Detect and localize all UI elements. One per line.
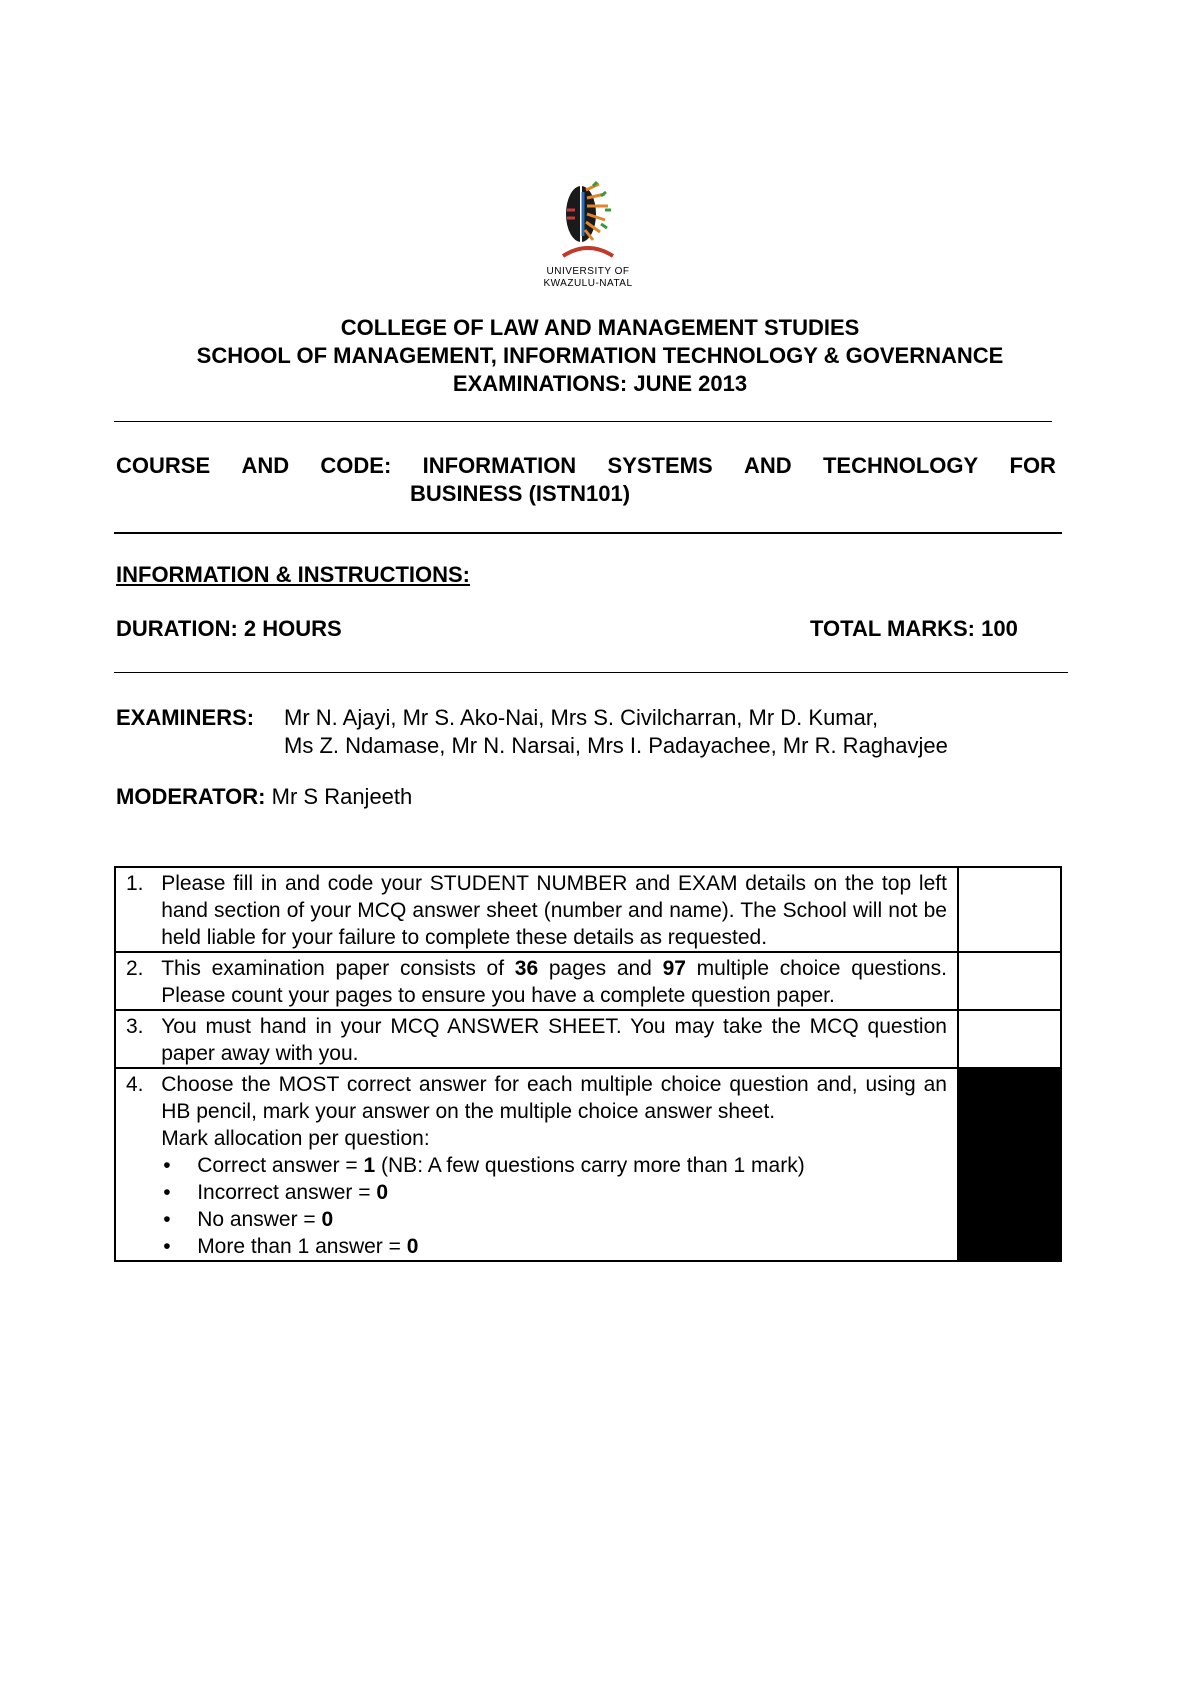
instruction-text: You must hand in your MCQ ANSWER SHEET. You may take the MCQ question paper away with you. [155,1010,958,1068]
instruction-row [115,1010,1061,1068]
course-word: AND [241,453,290,478]
instruction-mark-cell-filled [958,1068,1061,1261]
ukzn-shield-icon [553,180,623,266]
total-marks: TOTAL MARKS: 100 [810,616,1018,641]
exam-session: EXAMINATIONS: JUNE 2013 [452,371,748,396]
instruction-number: 3. [115,1010,155,1068]
instruction-mark-cell [958,867,1061,952]
instruction-text: Choose the MOST correct answer for each multiple choice question and, using an HB pencil, mark your answer on the multiple choice answer sheet. Mark allocation per question: • Correct answer = 1 (NB: A few questions carry more than 1 mark) • Incorrect answer = 0 • No answer = 0 • More than 1 answer = 0 [155,1068,958,1261]
moderator-name: Mr S Ranjeeth [271,784,413,809]
logo-caption-line1: UNIVERSITY OF [546,266,630,277]
mark-allocation-list [161,1152,947,1260]
examiners-line1: Mr N. Ajayi, Mr S. Ako-Nai, Mrs S. Civilcharran, Mr D. Kumar, [284,705,879,730]
instruction-text: Please fill in and code your STUDENT NUMBER and EXAM details on the top left hand section of your MCQ answer sheet (number and name). The School will not be held liable for your failure to complete these details as requested. [155,867,958,952]
course-word: CODE: [320,453,392,478]
university-logo [528,180,648,290]
divider-1 [114,421,1052,422]
divider-2 [114,532,1062,534]
instructions-table [114,866,1062,1262]
instruction-row [115,952,1061,1010]
logo-caption-line2: KWAZULU-NATAL [543,278,633,289]
instructions-heading: INFORMATION & INSTRUCTIONS: [116,562,471,587]
instruction-number: 2. [115,952,155,1010]
course-name-line2: BUSINESS (ISTN101) [410,481,631,506]
examiners-line2: Ms Z. Ndamase, Mr N. Narsai, Mrs I. Padayachee, Mr R. Raghavjee [284,733,948,758]
moderator [116,784,412,810]
course-word: FOR [1009,453,1056,478]
instruction-number: 4. [115,1068,155,1261]
moderator-label: MODERATOR: [116,784,266,809]
course-word: AND [743,453,792,478]
page-count: 36 [514,957,539,980]
course-word: SYSTEMS [607,453,713,478]
instruction-text: This examination paper consists of 36 pages and 97 multiple choice questions. Please count your pages to ensure you have a complete question paper. [155,952,958,1010]
instruction-number: 1. [115,867,155,952]
course-and-code [116,452,1056,508]
divider-3 [114,672,1068,673]
list-item: • More than 1 answer = 0 [161,1233,947,1260]
list-item: • No answer = 0 [161,1206,947,1233]
duration: DURATION: 2 HOURS [116,616,342,641]
question-count: 97 [662,957,686,980]
course-word: INFORMATION [422,453,577,478]
list-item: • Incorrect answer = 0 [161,1179,947,1206]
course-word: TECHNOLOGY [822,453,979,478]
list-item: • Correct answer = 1 (NB: A few questions carry more than 1 mark) [161,1152,947,1179]
examiners-label: EXAMINERS: [116,705,255,730]
school-name: SCHOOL OF MANAGEMENT, INFORMATION TECHNOLOGY & GOVERNANCE [196,343,1004,368]
exam-header [0,314,1200,398]
college-name: COLLEGE OF LAW AND MANAGEMENT STUDIES [340,315,860,340]
course-word: COURSE [116,453,211,478]
instruction-row [115,1068,1061,1261]
instruction-mark-cell [958,1010,1061,1068]
instruction-mark-cell [958,952,1061,1010]
instruction-row [115,867,1061,952]
mark-allocation-label: Mark allocation per question: [161,1127,430,1150]
